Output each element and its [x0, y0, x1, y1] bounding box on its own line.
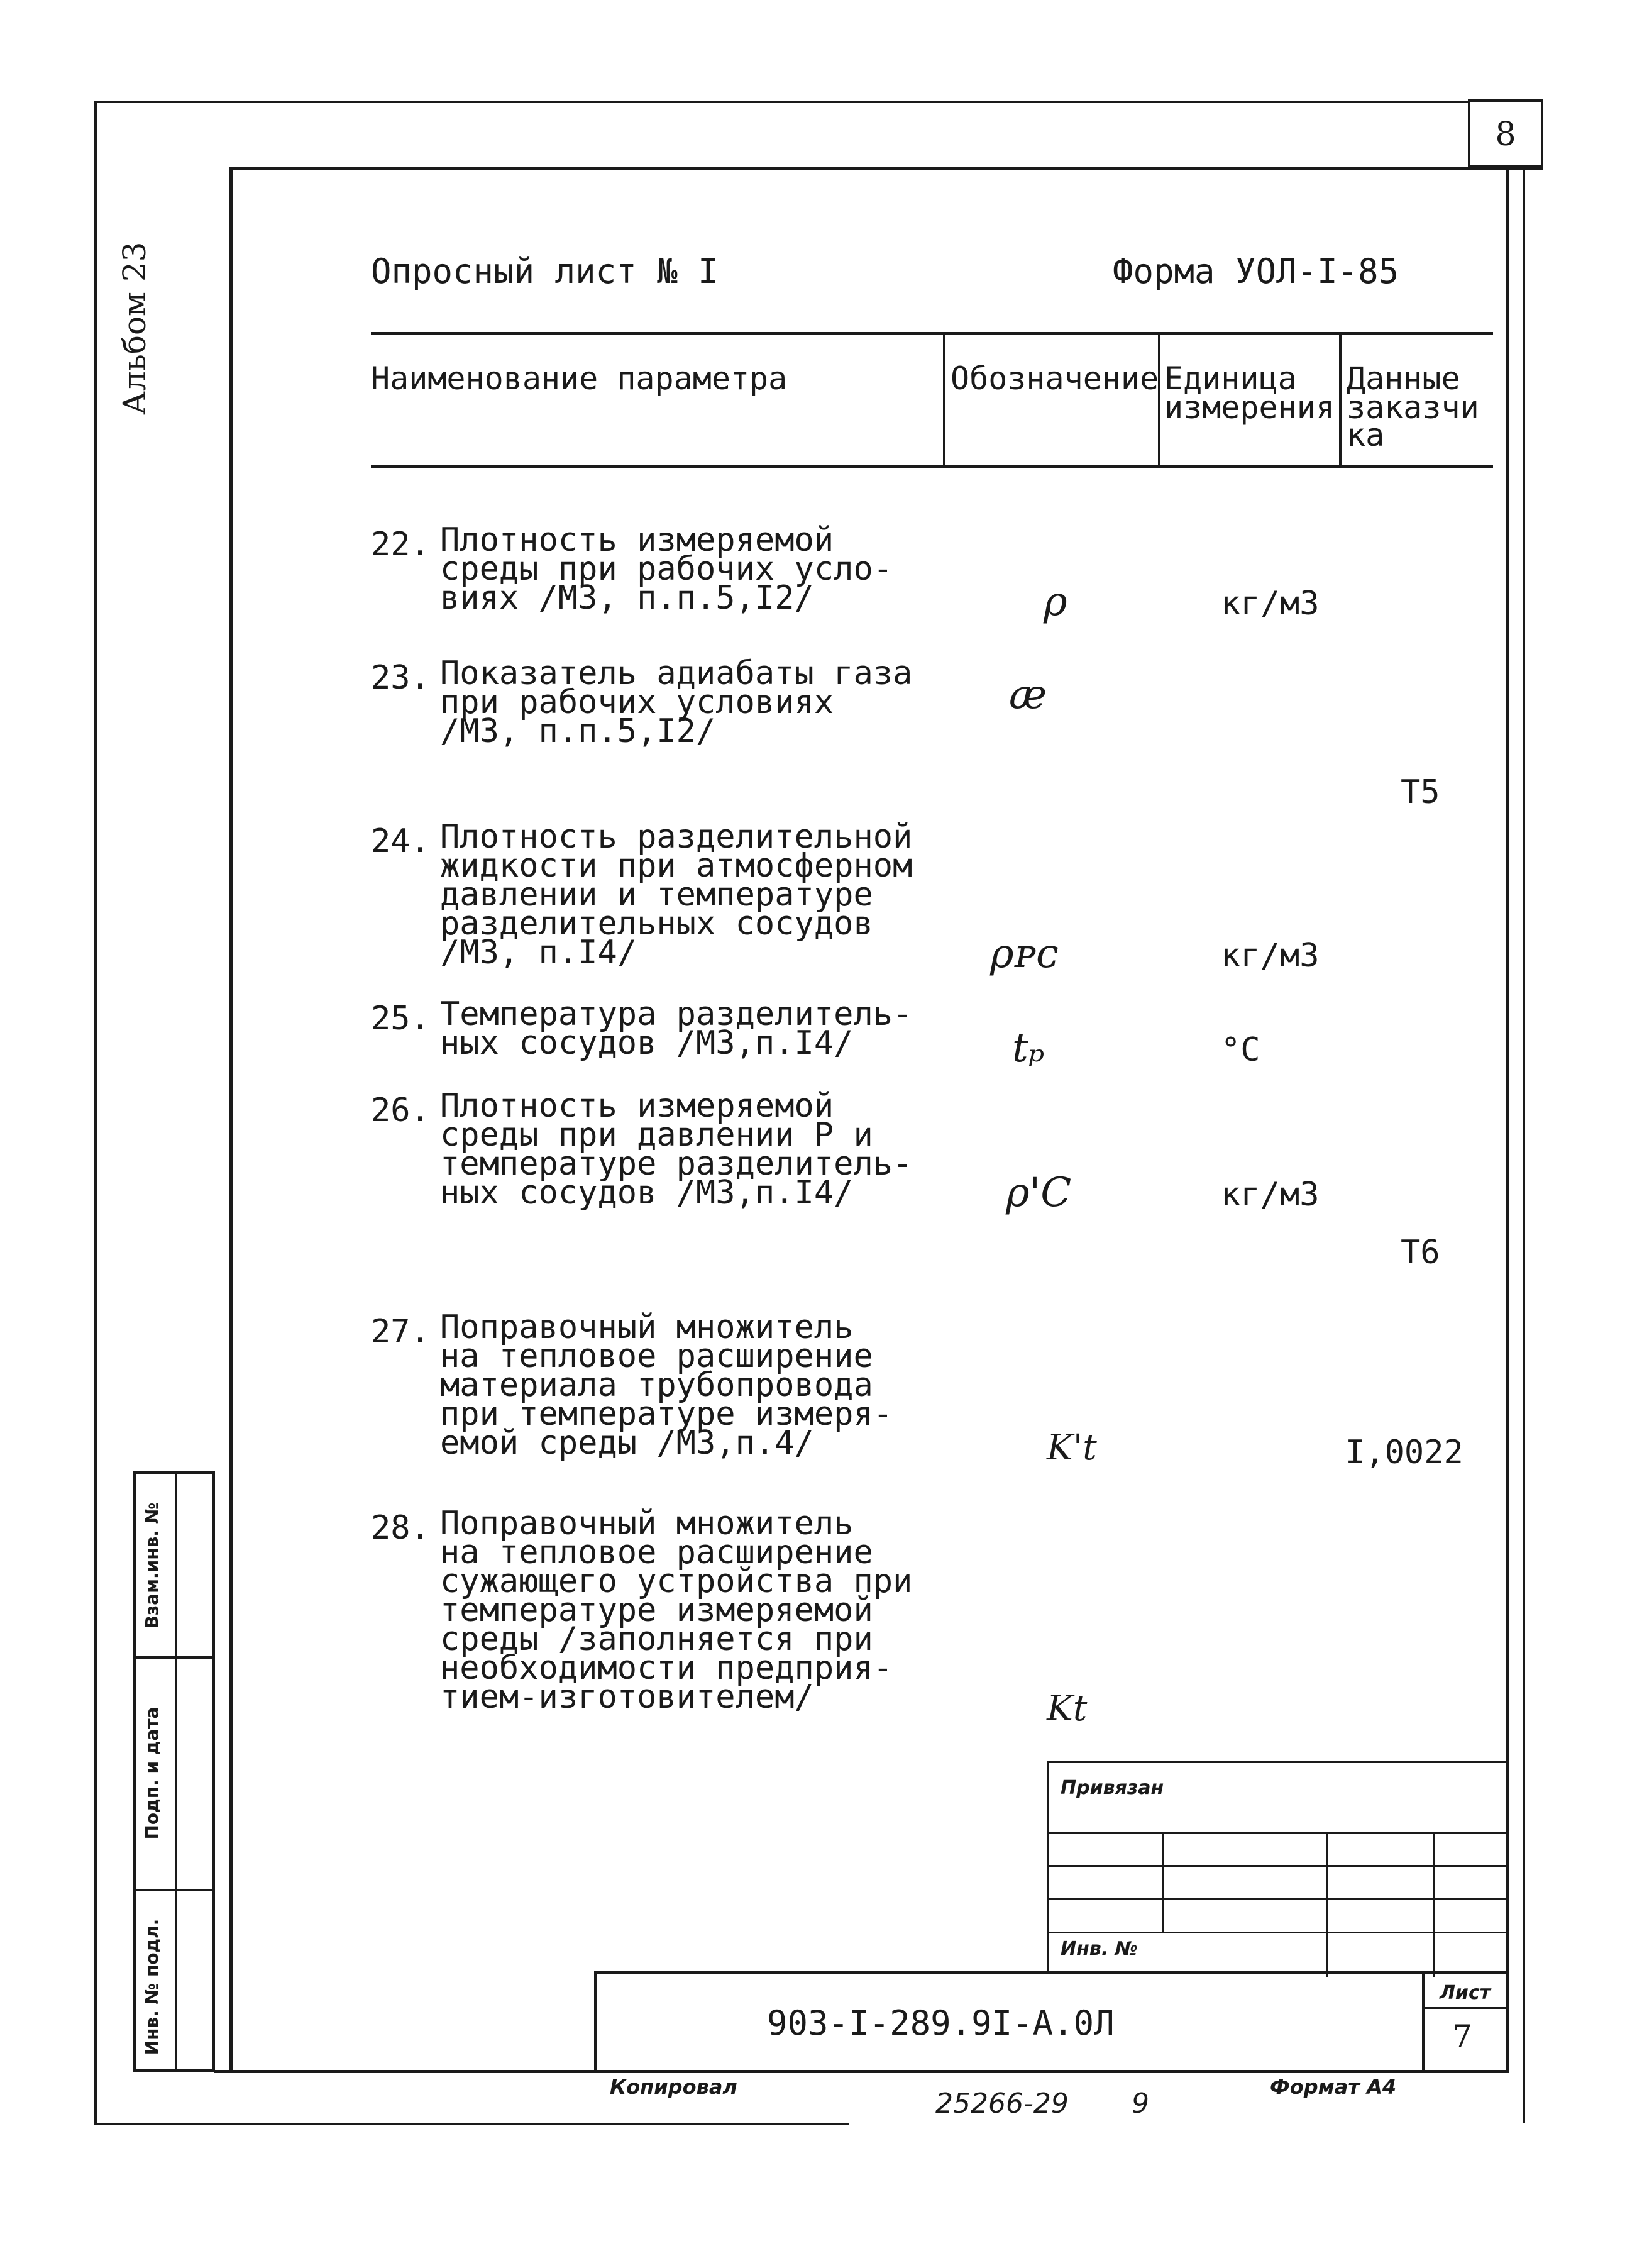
- outer-top-border: [94, 101, 1468, 103]
- album-label: Альбом 23: [116, 241, 153, 415]
- header-divider-3: [1339, 332, 1342, 468]
- binding-row-4: [1049, 1932, 1507, 1933]
- sheet-label: Лист: [1440, 1982, 1491, 2004]
- side-label-podp: Подп. и дата: [141, 1707, 162, 1840]
- inv-no-label: Инв. №: [1061, 1938, 1138, 1960]
- sheet-divider: [1422, 1974, 1425, 2073]
- item-24-unit: кг/м3: [1221, 937, 1320, 975]
- item-24-text: Плотность разделительной жидкости при атмосферном давлении и температуре разделительных сосудов /М3, п.I4/: [440, 818, 913, 971]
- side-label-inv: Инв. № подл.: [141, 1918, 162, 2055]
- item-23-text: Показатель адиабаты газа при рабочих условиях /М3, п.п.5,I2/: [440, 655, 913, 750]
- binding-col-1: [1162, 1832, 1164, 1932]
- sheet-row: [1422, 2007, 1507, 2009]
- item-28-number: 28.: [371, 1509, 430, 1547]
- item-25-number: 25.: [371, 1000, 430, 1037]
- binding-row-3: [1049, 1898, 1507, 1900]
- header-divider-2: [1158, 332, 1160, 468]
- header-bottom-rule: [371, 465, 1493, 468]
- col-customer-header-2: заказчи: [1347, 389, 1479, 426]
- inner-top-border: [229, 167, 1543, 170]
- inner-left-border: [229, 167, 233, 2072]
- sheet-number: 7: [1452, 2018, 1472, 2055]
- form-code: Форма УОЛ-I-85: [1113, 252, 1399, 291]
- document-code-block: [594, 1971, 1507, 2073]
- item-27-text: Поправочный множитель на тепловое расширение материала трубопровода при температуре измеря- емой среды /М3,п.4/: [440, 1308, 893, 1462]
- item-24-number: 24.: [371, 822, 430, 860]
- side-label-vzam: Взам.инв. №: [141, 1502, 162, 1629]
- item-22-unit: кг/м3: [1221, 585, 1320, 622]
- item-27-number: 27.: [371, 1313, 430, 1351]
- side-stamp-divider: [175, 1474, 177, 2069]
- item-26-text: Плотность измеряемой среды при давлении Р и температуре разделитель- ных сосудов /М3,п.I4/: [440, 1087, 913, 1212]
- outer-left-border: [94, 101, 97, 2125]
- mark-t6: Т6: [1401, 1234, 1440, 1271]
- col-customer-header-3: ка: [1347, 417, 1385, 453]
- item-27-symbol: K't: [1047, 1427, 1097, 1468]
- item-25-unit: °C: [1221, 1031, 1260, 1069]
- col-unit-header-1: Единица: [1164, 360, 1297, 397]
- binding-label: Привязан: [1061, 1777, 1164, 1799]
- col-designation-header: Обозначение: [951, 360, 1159, 397]
- document-code: 903-I-289.9I-A.0Л: [767, 2003, 1115, 2043]
- col-unit-header-2: измерения: [1164, 389, 1335, 426]
- col-name-header: Наименование параметра: [371, 360, 788, 397]
- side-stamp-row-1: [136, 1656, 212, 1659]
- item-23-symbol: æ: [1009, 672, 1047, 718]
- right-edge-line: [1523, 167, 1525, 2123]
- item-25-text: Температура разделитель- ных сосудов /М3,п.I4/: [440, 995, 913, 1062]
- item-22-symbol: ρ: [1044, 578, 1067, 625]
- item-23-number: 23.: [371, 659, 430, 697]
- form-title: Опросный лист № I: [371, 252, 719, 291]
- item-24-symbol: ρᴘᴄ: [990, 931, 1059, 977]
- page-number: 8: [1495, 116, 1516, 153]
- outer-bottom-border: [94, 2123, 849, 2125]
- footer-order-suffix: 9: [1132, 2088, 1149, 2120]
- item-26-symbol: ρ'C: [1006, 1170, 1072, 1216]
- footer-format: Формат А4: [1270, 2075, 1397, 2099]
- item-22-text: Плотность измеряемой среды при рабочих усло- виях /М3, п.п.5,I2/: [440, 521, 893, 617]
- binding-block: [1047, 1761, 1507, 1974]
- item-28-symbol: Kt: [1047, 1688, 1088, 1729]
- item-25-symbol: tₚ: [1012, 1025, 1045, 1071]
- footer-copied: Копировал: [610, 2075, 737, 2099]
- item-27-value: I,0022: [1345, 1434, 1463, 1471]
- item-28-text: Поправочный множитель на тепловое расширение сужающего устройства при температуре измеряемой среды /заполняется при необходимости предприя- тием-изготовителем/: [440, 1505, 913, 1716]
- page-number-box: [1468, 99, 1543, 167]
- binding-col-3: [1433, 1832, 1435, 1977]
- mark-t5: Т5: [1401, 773, 1440, 811]
- binding-row-1: [1049, 1832, 1507, 1834]
- item-22-number: 22.: [371, 526, 430, 563]
- binding-row-2: [1049, 1865, 1507, 1867]
- item-26-number: 26.: [371, 1092, 430, 1129]
- header-top-rule: [371, 332, 1493, 335]
- item-26-unit: кг/м3: [1221, 1176, 1320, 1214]
- footer-order-number: 25266-29: [935, 2088, 1069, 2120]
- col-customer-header-1: Данные: [1347, 360, 1460, 397]
- header-divider-1: [943, 332, 945, 468]
- binding-col-2: [1326, 1832, 1328, 1977]
